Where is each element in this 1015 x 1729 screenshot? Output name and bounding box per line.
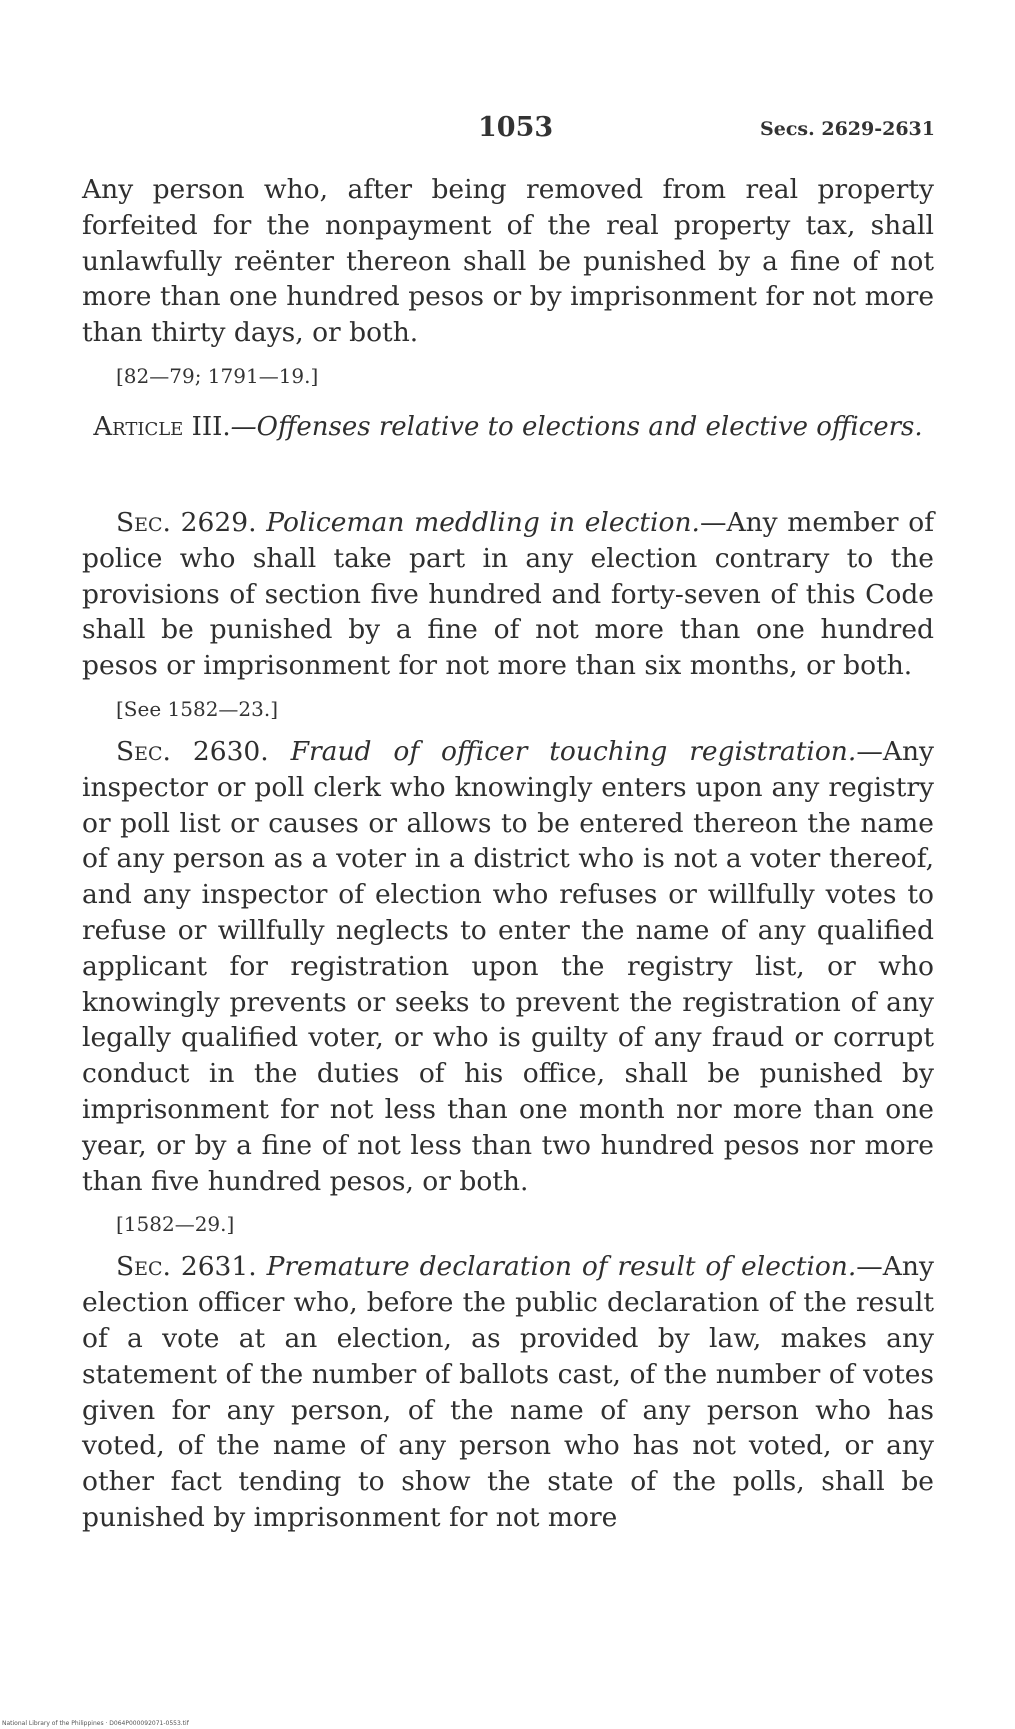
intro-citation: [82—79; 1791—19.] (116, 363, 319, 388)
section-2631 (82, 1249, 934, 1535)
page-header (0, 112, 1015, 148)
section-citation: [See 1582—23.] (116, 696, 279, 721)
article-title: —Offenses relative to elections and elective officers. (230, 412, 923, 442)
section-title: Premature declaration of result of election. (266, 1251, 857, 1283)
section-label: Sec. 2630. (116, 735, 269, 767)
section-title: Policeman meddling in election. (266, 507, 700, 538)
section-2629 (82, 505, 934, 684)
section-label: Sec. 2631. (116, 1251, 257, 1283)
page-number: 1053 (478, 112, 554, 143)
article-heading (82, 410, 934, 445)
intro-paragraph: Any person who, after being removed from real property forfeited for the nonpayment of the real property tax, shall unlawfully reënter thereon shall be punished by a fine of not more than one hundred pesos or by imprisonment for not more than thirty days, or both. (82, 174, 934, 349)
section-label: Sec. 2629. (116, 507, 257, 538)
sections-block (82, 505, 934, 1536)
section-text: —Any inspector or poll clerk who knowingly enters upon any registry or poll list or causes or allows to be entered thereon the name of any person as a voter in a district who is not a voter thereof, and any inspector of election who refuses or willfully votes to refuse or willfully neglects to enter the name of any qualified applicant for registration upon the registry list, or who knowingly prevents or seeks to prevent the registration of any legally qualified voter, or who is guilty of any fraud or corrupt conduct in the duties of his office, shall be punished by imprisonment for not less than one month nor more than one year, or by a fine of not less than two hundred pesos nor more than five hundred pesos, or both. (82, 735, 934, 1197)
running-head: Secs. 2629-2631 (760, 118, 935, 140)
scan-footer: National Library of the Philippines · D064P000092071-0553.tif (2, 1720, 189, 1727)
article-label: Article III. (93, 412, 231, 442)
intro-block (82, 172, 934, 401)
section-2630 (82, 734, 934, 1199)
section-title: Fraud of officer touching registration. (290, 735, 857, 767)
section-text: —Any member of police who shall take part in any election contrary to the provisions of section five hundred and forty-seven of this Code shall be punished by a fine of not more than one hundred pesos or imprisonment for not more than six months, or both. (82, 507, 934, 682)
section-text: —Any election officer who, before the public declaration of the result of a vote at an election, as provided by law, makes any statement of the number of ballots cast, of the number of votes given for any person, of the name of any person who has voted, of the name of any person who has not voted, or any other fact tending to show the state of the polls, shall be punished by imprisonment for not more (82, 1251, 934, 1533)
section-citation: [1582—29.] (116, 1212, 235, 1237)
